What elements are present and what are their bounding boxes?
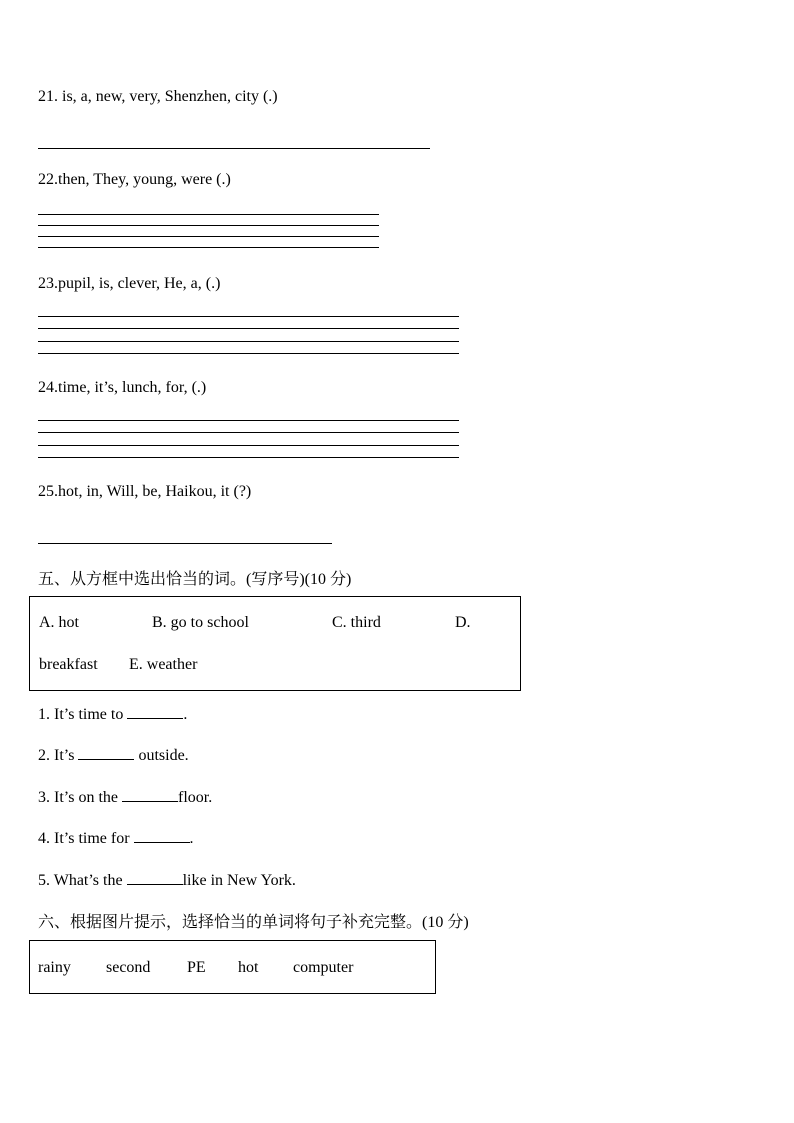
question-25 — [38, 483, 251, 501]
item-text: 2. It’s — [38, 747, 79, 764]
answer-line — [38, 445, 459, 446]
question-24 — [38, 379, 206, 397]
answer-line — [38, 247, 379, 248]
answer-line — [38, 225, 379, 226]
answer-line — [38, 457, 459, 458]
option-a: A. hot — [39, 614, 79, 631]
fill-item-5 — [38, 870, 296, 890]
item-text-end: floor. — [178, 789, 213, 806]
question-number: 24. — [38, 379, 58, 396]
answer-line — [38, 236, 379, 237]
question-22 — [38, 171, 231, 189]
answer-line — [38, 432, 459, 433]
option-c: C. third — [332, 614, 381, 631]
blank[interactable] — [122, 787, 178, 802]
item-text-end: . — [183, 706, 188, 723]
question-text: time, it’s, lunch, for, (.) — [58, 379, 207, 396]
option-d: D. — [455, 614, 471, 631]
fill-item-1 — [38, 704, 187, 724]
question-text: then, They, young, were (.) — [58, 171, 231, 188]
fill-item-4 — [38, 828, 194, 848]
question-23 — [38, 275, 220, 293]
word-pe: PE — [187, 959, 206, 976]
option-d-text: breakfast — [39, 656, 98, 673]
word-bank-box-2 — [29, 940, 436, 994]
answer-line — [38, 420, 459, 421]
question-text: is, a, new, very, Shenzhen, city (.) — [58, 88, 278, 105]
item-text-end: like in New York. — [182, 872, 296, 889]
word-rainy: rainy — [38, 959, 71, 976]
item-text: 3. It’s on the — [38, 789, 122, 806]
question-text: pupil, is, clever, He, a, (.) — [58, 275, 221, 292]
answer-line — [38, 148, 430, 149]
section-5-heading: 五、从方框中选出恰当的词。(写序号)(10 分) — [38, 571, 352, 588]
word-computer: computer — [293, 959, 354, 976]
question-number: 21. — [38, 88, 58, 105]
blank[interactable] — [134, 828, 190, 843]
item-text-end: outside. — [134, 747, 189, 764]
option-e: E. weather — [129, 656, 198, 673]
answer-line — [38, 353, 459, 354]
blank[interactable] — [127, 870, 183, 885]
item-text: 4. It’s time for — [38, 830, 134, 847]
section-6-heading: 六、根据图片提示，选择恰当的单词将句子补充完整。(10 分) — [38, 914, 469, 931]
word-hot: hot — [238, 959, 259, 976]
answer-line — [38, 214, 379, 215]
question-text: hot, in, Will, be, Haikou, it (?) — [58, 483, 252, 500]
question-21 — [38, 88, 278, 106]
item-text-end: . — [189, 830, 194, 847]
answer-line — [38, 543, 332, 544]
blank[interactable] — [78, 745, 134, 760]
answer-line — [38, 341, 459, 342]
word-second: second — [106, 959, 151, 976]
item-text: 5. What’s the — [38, 872, 127, 889]
item-text: 1. It’s time to — [38, 706, 128, 723]
fill-item-3 — [38, 787, 212, 807]
option-b: B. go to school — [152, 614, 249, 631]
answer-line — [38, 316, 459, 317]
answer-line — [38, 328, 459, 329]
question-number: 25. — [38, 483, 58, 500]
question-number: 23. — [38, 275, 58, 292]
word-bank-box — [29, 596, 521, 691]
blank[interactable] — [127, 704, 183, 719]
fill-item-2 — [38, 745, 189, 765]
question-number: 22. — [38, 171, 58, 188]
